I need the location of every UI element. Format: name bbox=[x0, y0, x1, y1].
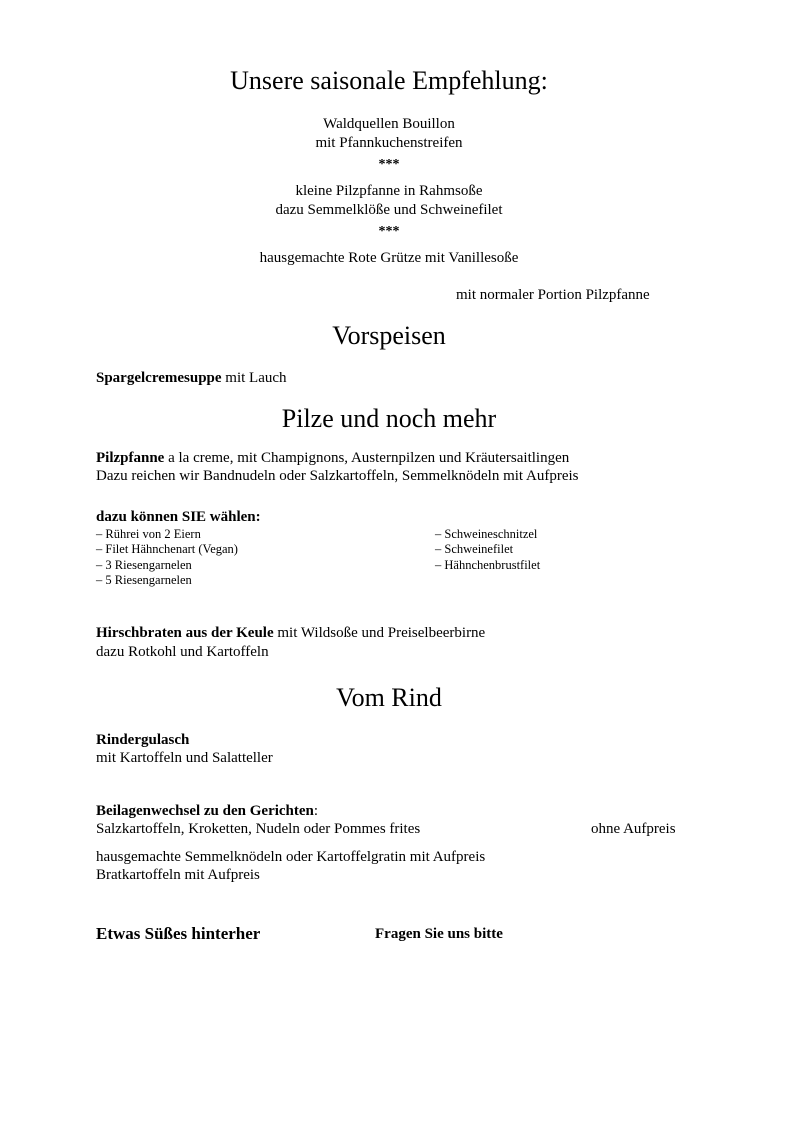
venison-item bbox=[96, 625, 485, 642]
section-heading-beef: Vom Rind bbox=[336, 683, 442, 712]
seasonal-separator: *** bbox=[378, 157, 400, 172]
seasonal-line: mit Pfannkuchenstreifen bbox=[315, 135, 463, 151]
choose-option: – 5 Riesengarnelen bbox=[96, 573, 192, 587]
seasonal-line: dazu Semmelklöße und Schweinefilet bbox=[275, 202, 503, 218]
sides-heading-colon: : bbox=[313, 803, 319, 819]
choose-option: – Rührei von 2 Eiern bbox=[96, 527, 201, 541]
mushroom-pan-sides: Dazu reichen wir Bandnudeln oder Salzkartoffeln, Semmelknödeln mit Aufpreis bbox=[96, 468, 579, 484]
choose-option: – Schweinefilet bbox=[435, 542, 514, 556]
dessert-note: Fragen Sie uns bitte bbox=[375, 926, 503, 942]
seasonal-separator: *** bbox=[378, 224, 400, 239]
sides-line: Salzkartoffeln, Kroketten, Nudeln oder Pommes frites bbox=[96, 821, 421, 837]
choose-option: – Filet Hähnchenart (Vegan) bbox=[96, 542, 238, 556]
sides-heading-text: Beilagenwechsel zu den Gerichten bbox=[96, 803, 314, 819]
mushroom-pan-item bbox=[96, 450, 569, 467]
section-heading-mushrooms: Pilze und noch mehr bbox=[281, 404, 497, 433]
choose-option: – Schweineschnitzel bbox=[435, 527, 538, 541]
dish-description: mit Wildsoße und Preiselbeerbirne bbox=[273, 625, 486, 641]
seasonal-line: hausgemachte Rote Grütze mit Vanillesoße bbox=[259, 250, 519, 266]
dish-description: mit Lauch bbox=[221, 370, 287, 386]
dish-name: Rindergulasch bbox=[96, 732, 190, 748]
dish-description: mit Kartoffeln und Salatteller bbox=[96, 750, 273, 766]
dish-name: Hirschbraten aus der Keule bbox=[96, 625, 274, 641]
dessert-label: Etwas Süßes hinterher bbox=[96, 924, 261, 943]
sides-line: hausgemachte Semmelknödeln oder Kartoffelgratin mit Aufpreis bbox=[96, 849, 486, 865]
section-heading-starters: Vorspeisen bbox=[332, 321, 446, 350]
choose-heading: dazu können SIE wählen: bbox=[96, 509, 261, 525]
venison-sides: dazu Rotkohl und Kartoffeln bbox=[96, 644, 269, 660]
sides-heading bbox=[96, 803, 318, 820]
sides-price: ohne Aufpreis bbox=[591, 821, 676, 837]
seasonal-line: Waldquellen Bouillon bbox=[323, 116, 455, 132]
dish-description: a la creme, mit Champignons, Austernpilzen und Kräutersaitlingen bbox=[164, 450, 570, 466]
choose-option: – Hähnchenbrustfilet bbox=[435, 558, 541, 572]
seasonal-line: kleine Pilzpfanne in Rahmsoße bbox=[295, 183, 483, 199]
dish-name: Spargelcremesuppe bbox=[96, 370, 222, 386]
sides-line: Bratkartoffeln mit Aufpreis bbox=[96, 867, 260, 883]
starter-item bbox=[96, 370, 287, 387]
seasonal-note: mit normaler Portion Pilzpfanne bbox=[456, 287, 650, 303]
seasonal-title: Unsere saisonale Empfehlung: bbox=[230, 66, 548, 95]
dish-name: Pilzpfanne bbox=[96, 450, 165, 466]
choose-option: – 3 Riesengarnelen bbox=[96, 558, 192, 572]
